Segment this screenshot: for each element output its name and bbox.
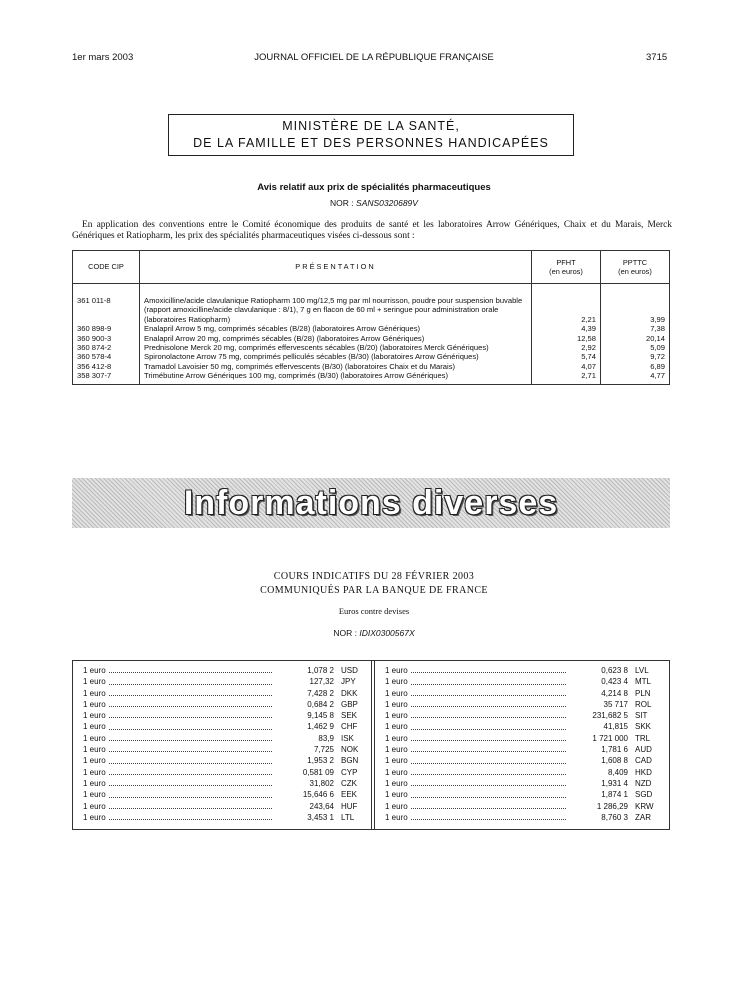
rate-row	[385, 812, 661, 823]
rate-label: 1 euro	[385, 812, 408, 822]
rate-row	[385, 733, 661, 744]
currency-code: PLN	[635, 688, 651, 698]
currency-code: CYP	[341, 767, 358, 777]
table-row	[73, 371, 670, 384]
dot-leader	[109, 778, 272, 786]
rate-label: 1 euro	[385, 767, 408, 777]
header-journal-title: JOURNAL OFFICIEL DE LA RÉPUBLIQUE FRANÇAISE	[254, 52, 494, 63]
price-table-body	[73, 284, 670, 385]
rates-column-right	[385, 665, 661, 823]
column-divider	[371, 661, 372, 829]
currency-code: SIT	[635, 711, 648, 721]
table-row	[73, 343, 670, 352]
rate-value: 127,32	[309, 677, 334, 687]
rate-row	[385, 665, 661, 676]
rate-label: 1 euro	[83, 666, 106, 675]
presentation-cell: Amoxicilline/acide clavulanique Ratiopharm 100 mg/12,5 mg par ml nourrisson, poudre pour suspension buvable (rapport amoxicilline/acide clavulanique : 8/1), 7 g en flacon de 60 ml + seringue pour administration orale (laboratoires Ratiopharm)	[140, 284, 532, 325]
cours-subtitle: Euros contre devises	[338, 606, 410, 616]
rate-value: 1,931 4	[601, 778, 628, 788]
rate-value: 7,428 2	[307, 688, 334, 698]
rate-row	[385, 710, 661, 721]
dot-leader	[411, 710, 566, 718]
rate-label: 1 euro	[385, 722, 408, 732]
rate-value: 0,581 09	[302, 767, 334, 777]
dot-leader	[411, 778, 566, 786]
rate-row	[385, 789, 661, 800]
currency-code: ZAR	[635, 812, 651, 822]
rate-row	[83, 778, 367, 789]
rate-row	[385, 744, 661, 755]
dot-leader	[109, 755, 272, 763]
currency-code: MTL	[635, 677, 651, 687]
rate-row	[83, 744, 367, 755]
rate-label: 1 euro	[385, 801, 408, 811]
rate-value: 1,874 1	[601, 790, 628, 800]
dot-leader	[109, 812, 272, 820]
currency-code: DKK	[341, 688, 358, 698]
pfht-cell: 12,58	[532, 334, 601, 343]
currency-code: GBP	[341, 699, 358, 709]
currency-code: TRL	[635, 733, 651, 743]
rate-value: 1,078 2	[307, 666, 334, 675]
currency-code: JPY	[341, 677, 356, 687]
rate-value: 1 721 000	[592, 733, 628, 743]
currency-code: NZD	[635, 778, 652, 788]
col-header-presentation: PRÉSENTATION	[140, 251, 532, 284]
ttc-cell: 9,72	[601, 352, 670, 361]
rate-label: 1 euro	[83, 688, 106, 698]
currency-code: NOK	[341, 745, 359, 755]
currency-code: HKD	[635, 767, 652, 777]
code-cell: 360 874-2	[73, 343, 140, 352]
rate-label: 1 euro	[385, 677, 408, 687]
rate-row	[385, 721, 661, 732]
rate-value: 7,725	[313, 745, 334, 755]
currency-code: BGN	[341, 756, 359, 766]
dot-leader	[109, 710, 272, 718]
rate-row	[83, 665, 367, 676]
currency-code: CHF	[341, 722, 358, 732]
avis-intro: En application des conventions entre le Comité économique des produits de santé et les laboratoires Arrow Génériques, Chaix et du Marais, Merck Génériques et Ratiopharm, les prix des spécialités pharmaceutiques visées ci-dessous sont :	[72, 220, 672, 241]
rate-label: 1 euro	[385, 778, 408, 788]
dot-leader	[411, 789, 566, 797]
rate-row	[385, 801, 661, 812]
rate-row	[385, 755, 661, 766]
dot-leader	[109, 688, 272, 696]
code-cell: 356 412-8	[73, 362, 140, 371]
ttc-cell: 7,38	[601, 324, 670, 333]
rate-row	[83, 812, 367, 823]
column-divider	[374, 661, 375, 829]
rate-row	[83, 755, 367, 766]
rate-label: 1 euro	[83, 677, 106, 687]
dot-leader	[411, 688, 566, 696]
dot-leader	[109, 801, 272, 809]
pfht-cell: 2,21	[532, 284, 601, 325]
dot-leader	[109, 676, 272, 684]
rate-label: 1 euro	[385, 790, 408, 800]
rate-label: 1 euro	[83, 733, 106, 743]
currency-code: SKK	[635, 722, 652, 732]
rate-value: 1,781 6	[601, 745, 628, 755]
table-row	[73, 334, 670, 343]
ttc-cell: 3,99	[601, 284, 670, 325]
dot-leader	[411, 801, 566, 809]
cours-title-2: COMMUNIQUÉS PAR LA BANQUE DE FRANCE	[260, 585, 488, 596]
rate-row	[385, 688, 661, 699]
rate-label: 1 euro	[385, 711, 408, 721]
rate-value: 231,682 5	[592, 711, 628, 721]
ministry-line-2: DE LA FAMILLE ET DES PERSONNES HANDICAPÉES	[193, 136, 549, 150]
rate-value: 0,684 2	[307, 699, 334, 709]
col-header-code: CODE CIP	[73, 251, 140, 284]
rate-value: 1,953 2	[307, 756, 334, 766]
rate-row	[385, 778, 661, 789]
rate-value: 8,760 3	[601, 812, 628, 822]
ttc-cell: 6,89	[601, 362, 670, 371]
dot-leader	[411, 767, 566, 775]
presentation-cell: Enalapril Arrow 20 mg, comprimés sécables (B/28) (laboratoires Arrow Génériques)	[140, 334, 532, 343]
rate-label: 1 euro	[83, 711, 106, 721]
dot-leader	[411, 721, 566, 729]
rate-value: 31,802	[309, 778, 334, 788]
rate-label: 1 euro	[83, 722, 106, 732]
nor-code: IDIX0300567X	[359, 628, 415, 638]
rate-label: 1 euro	[83, 812, 106, 822]
rate-label: 1 euro	[385, 688, 408, 698]
currency-code: KRW	[635, 801, 654, 811]
page-number: 3715	[646, 52, 668, 63]
ministry-line-1: MINISTÈRE DE LA SANTÉ,	[282, 119, 460, 133]
ministry-box	[168, 114, 574, 156]
dot-leader	[411, 665, 566, 673]
section-banner: Informations diverses	[72, 478, 670, 528]
rate-value: 41,815	[603, 722, 628, 732]
dot-leader	[109, 789, 272, 797]
nor-code: SANS0320689V	[356, 198, 418, 208]
cours-title-1: COURS INDICATIFS DU 28 FÉVRIER 2003	[273, 571, 475, 582]
dot-leader	[411, 755, 566, 763]
presentation-cell: Enalapril Arrow 5 mg, comprimés sécables (B/28) (laboratoires Arrow Génériques)	[140, 324, 532, 333]
dot-leader	[109, 744, 272, 752]
rate-value: 0,623 8	[601, 666, 628, 675]
presentation-cell: Trimébutine Arrow Génériques 100 mg, comprimés (B/30) (laboratoires Arrow Génériques)	[140, 371, 532, 384]
col-header-ttc: PPTTC (en euros)	[601, 251, 670, 284]
rate-row	[385, 699, 661, 710]
dot-leader	[411, 733, 566, 741]
avis-nor	[0, 198, 748, 208]
table-row	[73, 362, 670, 371]
currency-code: EEK	[341, 790, 358, 800]
rate-label: 1 euro	[385, 756, 408, 766]
table-row	[73, 324, 670, 333]
dot-leader	[109, 699, 272, 707]
presentation-cell: Prednisolone Merck 20 mg, comprimés effervescents sécables (B/20) (laboratoires Merck Génériques)	[140, 343, 532, 352]
dot-leader	[411, 744, 566, 752]
rate-row	[83, 710, 367, 721]
code-cell: 360 900-3	[73, 334, 140, 343]
rate-label: 1 euro	[385, 699, 408, 709]
rate-row	[385, 767, 661, 778]
currency-code: USD	[341, 666, 358, 675]
presentation-cell: Spironolactone Arrow 75 mg, comprimés pelliculés sécables (B/30) (laboratoires Arrow Génériques)	[140, 352, 532, 361]
rate-label: 1 euro	[385, 666, 408, 675]
rate-label: 1 euro	[83, 790, 106, 800]
pfht-cell: 4,39	[532, 324, 601, 333]
pfht-cell: 4,07	[532, 362, 601, 371]
rate-value: 1,462 9	[307, 722, 334, 732]
price-table	[72, 250, 670, 385]
ttc-cell: 5,09	[601, 343, 670, 352]
currency-code: CAD	[635, 756, 652, 766]
rate-label: 1 euro	[83, 778, 106, 788]
pfht-cell: 2,92	[532, 343, 601, 352]
currency-code: HUF	[341, 801, 358, 811]
table-row	[73, 284, 670, 325]
rate-label: 1 euro	[83, 745, 106, 755]
dot-leader	[109, 733, 272, 741]
exchange-rates-box	[72, 660, 670, 830]
col-header-pfht: PFHT (en euros)	[532, 251, 601, 284]
rate-row	[385, 676, 661, 687]
currency-code: LTL	[341, 812, 355, 822]
rate-row	[83, 789, 367, 800]
currency-code: ROL	[635, 699, 652, 709]
code-cell: 360 898-9	[73, 324, 140, 333]
nor-label: NOR :	[330, 198, 354, 208]
avis-title: Avis relatif aux prix de spécialités pharmaceutiques	[257, 182, 491, 193]
header-date: 1er mars 2003	[72, 52, 134, 63]
rate-row	[83, 721, 367, 732]
table-row	[73, 352, 670, 361]
currency-code: ISK	[341, 733, 354, 743]
rate-value: 1 286,29	[596, 801, 628, 811]
rate-value: 4,214 8	[601, 688, 628, 698]
rate-row	[83, 733, 367, 744]
dot-leader	[109, 767, 272, 775]
rate-label: 1 euro	[385, 733, 408, 743]
dot-leader	[109, 721, 272, 729]
cours-nor	[0, 628, 748, 638]
rate-label: 1 euro	[83, 699, 106, 709]
code-cell: 361 011-8	[73, 284, 140, 325]
rate-row	[83, 767, 367, 778]
ttc-cell: 20,14	[601, 334, 670, 343]
dot-leader	[411, 812, 566, 820]
rate-row	[83, 801, 367, 812]
rate-value: 35 717	[603, 699, 628, 709]
rate-row	[83, 699, 367, 710]
rate-row	[83, 688, 367, 699]
rate-label: 1 euro	[83, 767, 106, 777]
currency-code: CZK	[341, 778, 357, 788]
currency-code: SEK	[341, 711, 358, 721]
rates-column-left	[83, 665, 367, 823]
rate-value: 1,608 8	[601, 756, 628, 766]
currency-code: SGD	[635, 790, 653, 800]
rate-value: 8,409	[607, 767, 628, 777]
dot-leader	[109, 665, 272, 673]
pfht-cell: 2,71	[532, 371, 601, 384]
code-cell: 358 307-7	[73, 371, 140, 384]
rate-row	[83, 676, 367, 687]
code-cell: 360 578-4	[73, 352, 140, 361]
rate-label: 1 euro	[83, 801, 106, 811]
rate-value: 0,423 4	[601, 677, 628, 687]
currency-code: LVL	[635, 666, 649, 675]
dot-leader	[411, 699, 566, 707]
currency-code: AUD	[635, 745, 652, 755]
rate-value: 15,646 6	[302, 790, 334, 800]
rate-label: 1 euro	[83, 756, 106, 766]
rate-value: 83,9	[318, 733, 334, 743]
rate-value: 3,453 1	[307, 812, 334, 822]
nor-label: NOR :	[333, 628, 357, 638]
dot-leader	[411, 676, 566, 684]
rate-value: 243,64	[309, 801, 334, 811]
rate-value: 9,145 8	[307, 711, 334, 721]
rate-label: 1 euro	[385, 745, 408, 755]
presentation-cell: Tramadol Lavoisier 50 mg, comprimés effervescents (B/30) (laboratoires Chaix et du Marais)	[140, 362, 532, 371]
ttc-cell: 4,77	[601, 371, 670, 384]
pfht-cell: 5,74	[532, 352, 601, 361]
